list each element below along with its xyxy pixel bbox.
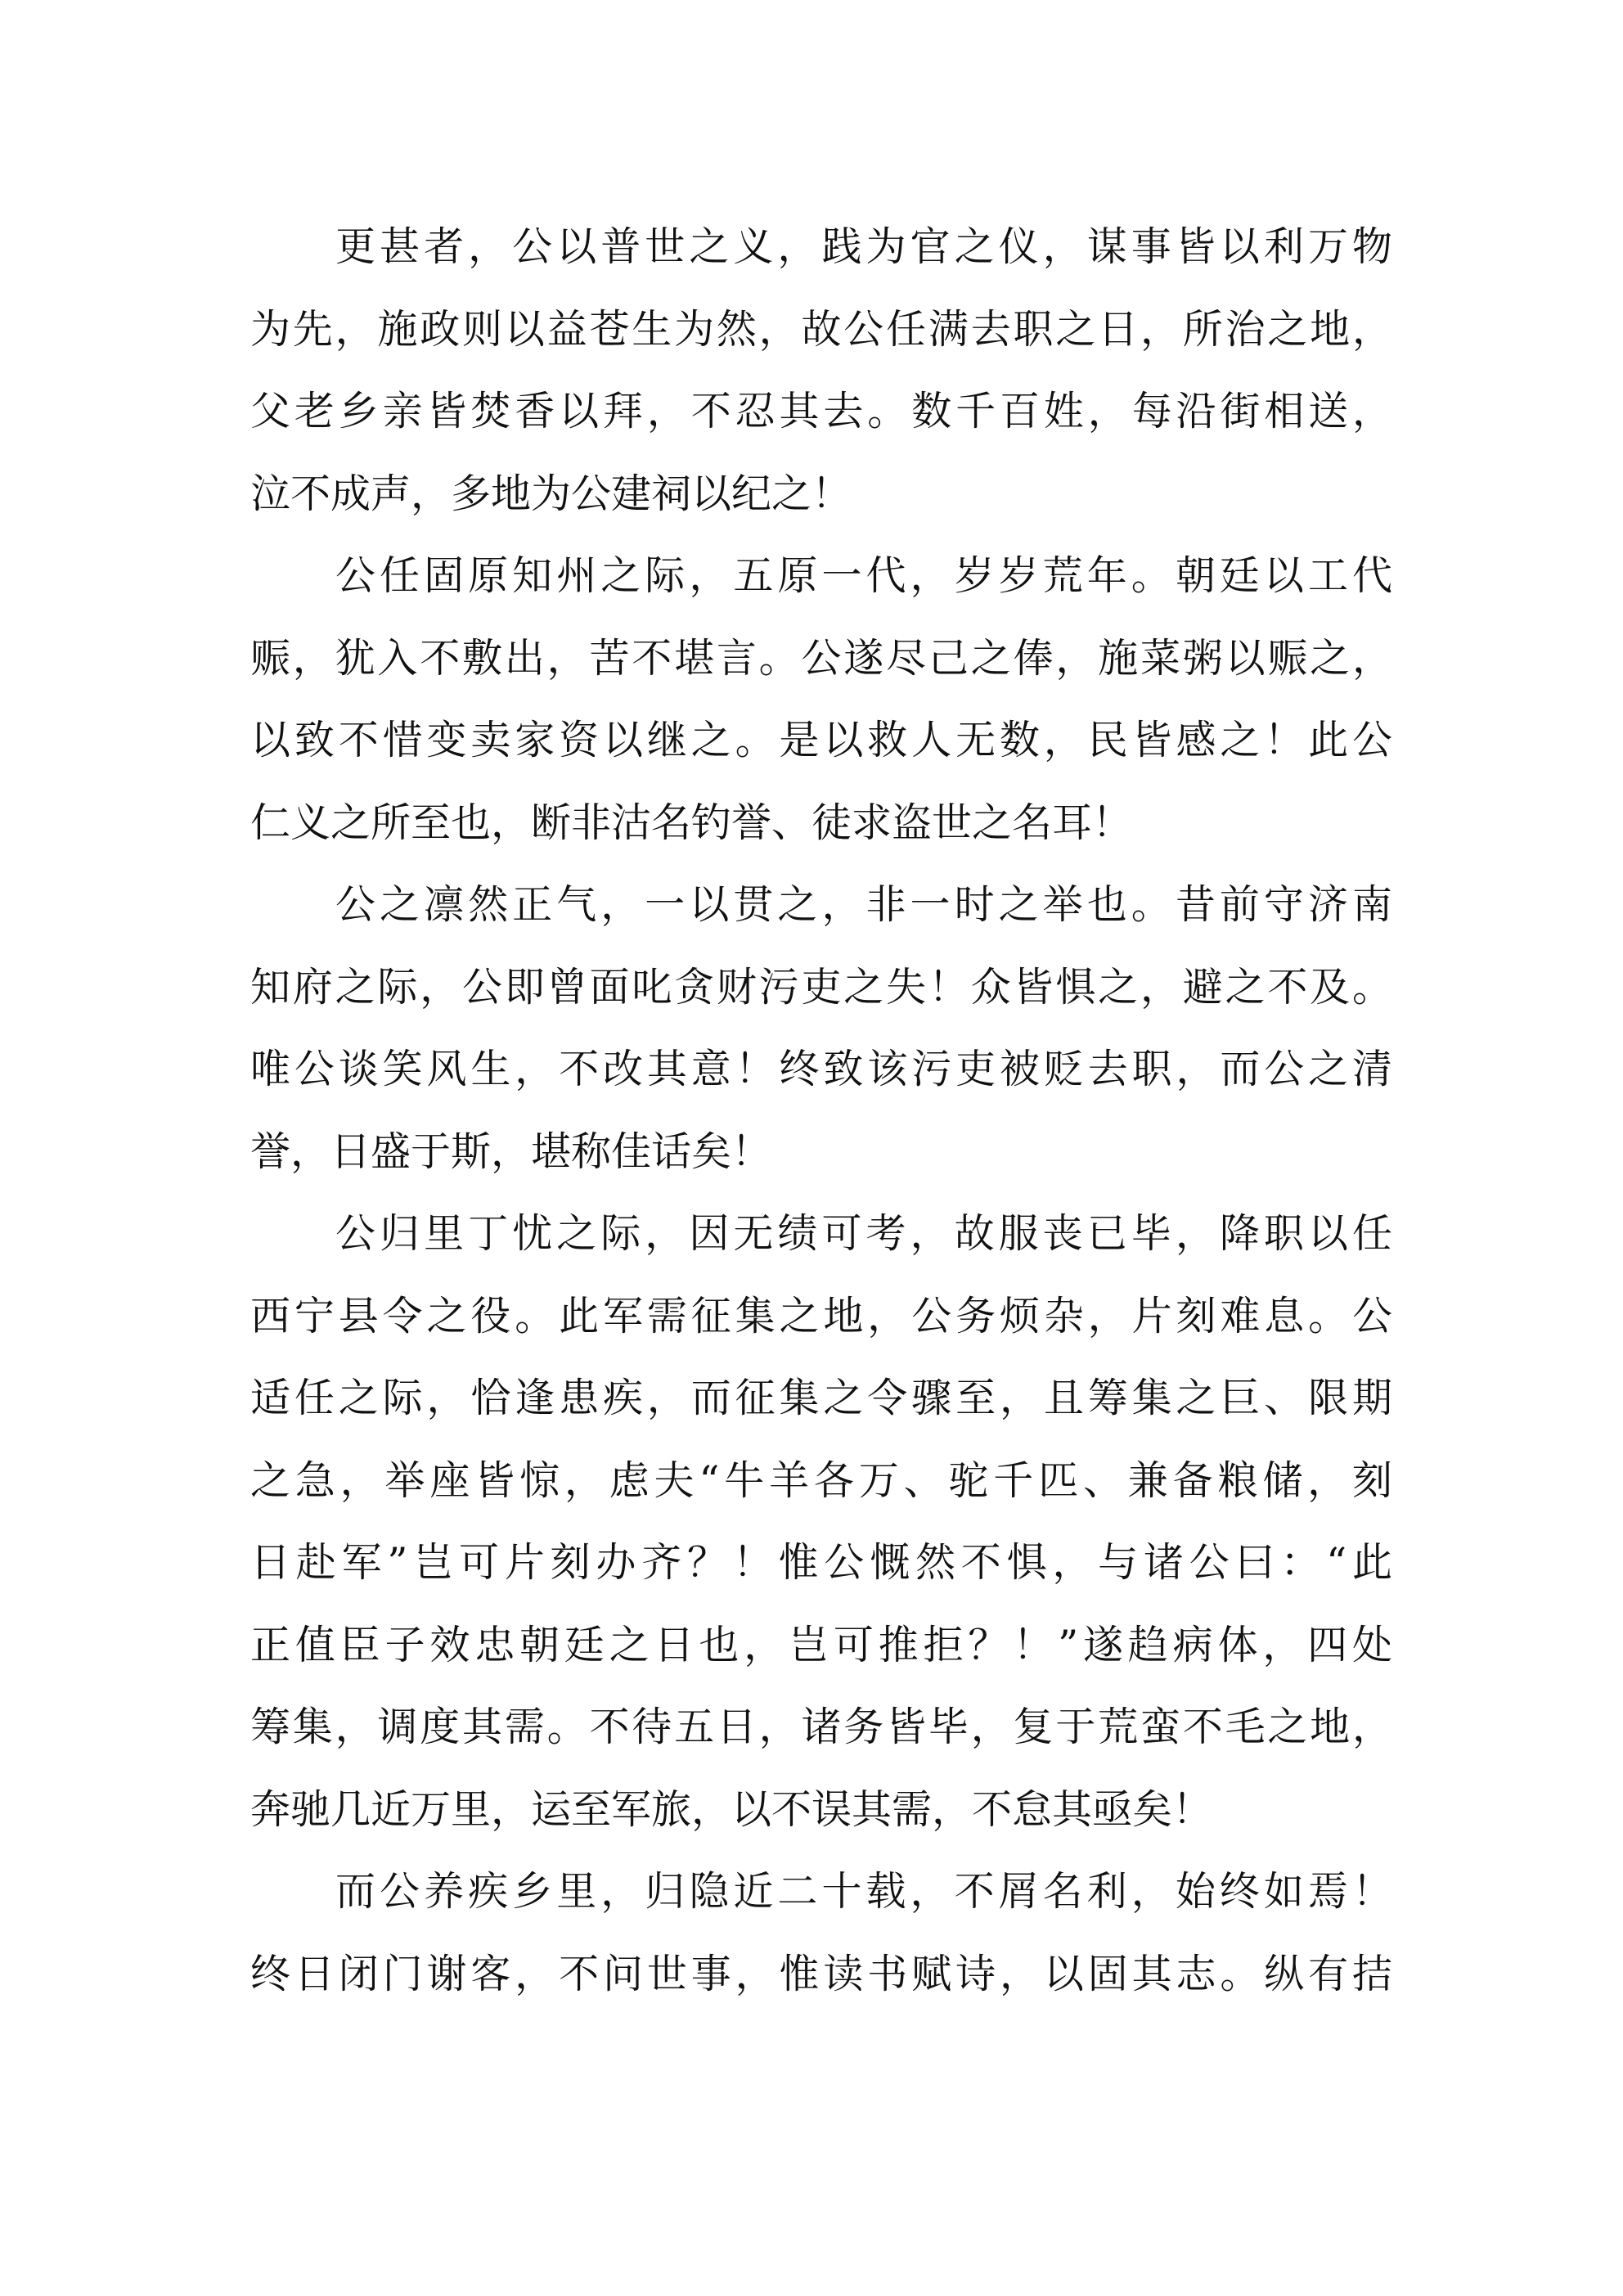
paragraph-3-line-2: 知府之际，公即曾面叱贪财污吏之失！众皆惧之，避之不及。 — [250, 963, 1392, 1011]
paragraph-3-line-1: 公之凛然正气，一以贯之，非一时之举也。昔前守济南 — [335, 881, 1392, 928]
paragraph-1-line-4: 泣不成声，多地为公建祠以纪之！ — [250, 470, 852, 517]
paragraph-4-line-4: 之急，举座皆惊，虑夫“牛羊各万、驼千匹、兼备粮储，刻 — [250, 1456, 1392, 1504]
paragraph-5-line-2: 终日闭门谢客，不问世事，惟读书赋诗，以固其志。纵有拮 — [250, 1950, 1392, 1997]
paragraph-4-line-7: 筹集，调度其需。不待五日，诸务皆毕，复于荒蛮不毛之地， — [250, 1704, 1392, 1750]
paragraph-2-line-2: 赈，犹入不敷出，苦不堪言。公遂尽己之俸，施菜粥以赈之， — [250, 634, 1392, 682]
paragraph-4-line-1: 公归里丁忧之际，因无绩可考，故服丧已毕，降职以任 — [335, 1210, 1392, 1257]
paragraph-4-line-5: 日赴军”岂可片刻办齐？！惟公慨然不惧，与诸公曰：“此 — [250, 1539, 1392, 1586]
paragraph-4-line-2: 西宁县令之役。此军需征集之地，公务烦杂，片刻难息。公 — [250, 1292, 1392, 1339]
paragraph-4-line-3: 适任之际，恰逢患疾，而征集之令骤至，且筹集之巨、限期 — [250, 1375, 1392, 1421]
paragraph-3-line-3: 唯公谈笑风生，不改其意！终致该污吏被贬去职，而公之清 — [250, 1046, 1392, 1092]
paragraph-3-line-4: 誉，日盛于斯，堪称佳话矣！ — [250, 1128, 772, 1175]
paragraph-4-line-6: 正值臣子效忠朝廷之日也，岂可推拒？！”遂趋病体，四处 — [250, 1621, 1392, 1668]
paragraph-2-line-3: 以致不惜变卖家资以继之。是以救人无数，民皆感之！此公 — [250, 717, 1392, 763]
paragraph-2-line-4: 仁义之所至也，断非沽名钓誉、徒求盗世之名耳！ — [250, 799, 1133, 846]
paragraph-4-line-8: 奔驰几近万里，运至军旅，以不误其需，不怠其亟矣！ — [250, 1785, 1213, 1833]
paragraph-1-line-3: 父老乡亲皆焚香以拜，不忍其去。数千百姓，每沿街相送， — [250, 388, 1392, 434]
paragraph-1-line-1: 更甚者，公以普世之义，践为官之仪，谋事皆以利万物 — [335, 223, 1392, 270]
paragraph-1-line-2: 为先，施政则以益苍生为然，故公任满去职之日，所治之地， — [250, 305, 1392, 353]
body-text — [250, 206, 1392, 2015]
paragraph-5-line-1: 而公养疾乡里，归隐近二十载，不屑名利，始终如焉！ — [335, 1868, 1392, 1915]
paragraph-2-line-1: 公任固原知州之际，五原一代，岁岁荒年。朝廷以工代 — [335, 552, 1392, 599]
